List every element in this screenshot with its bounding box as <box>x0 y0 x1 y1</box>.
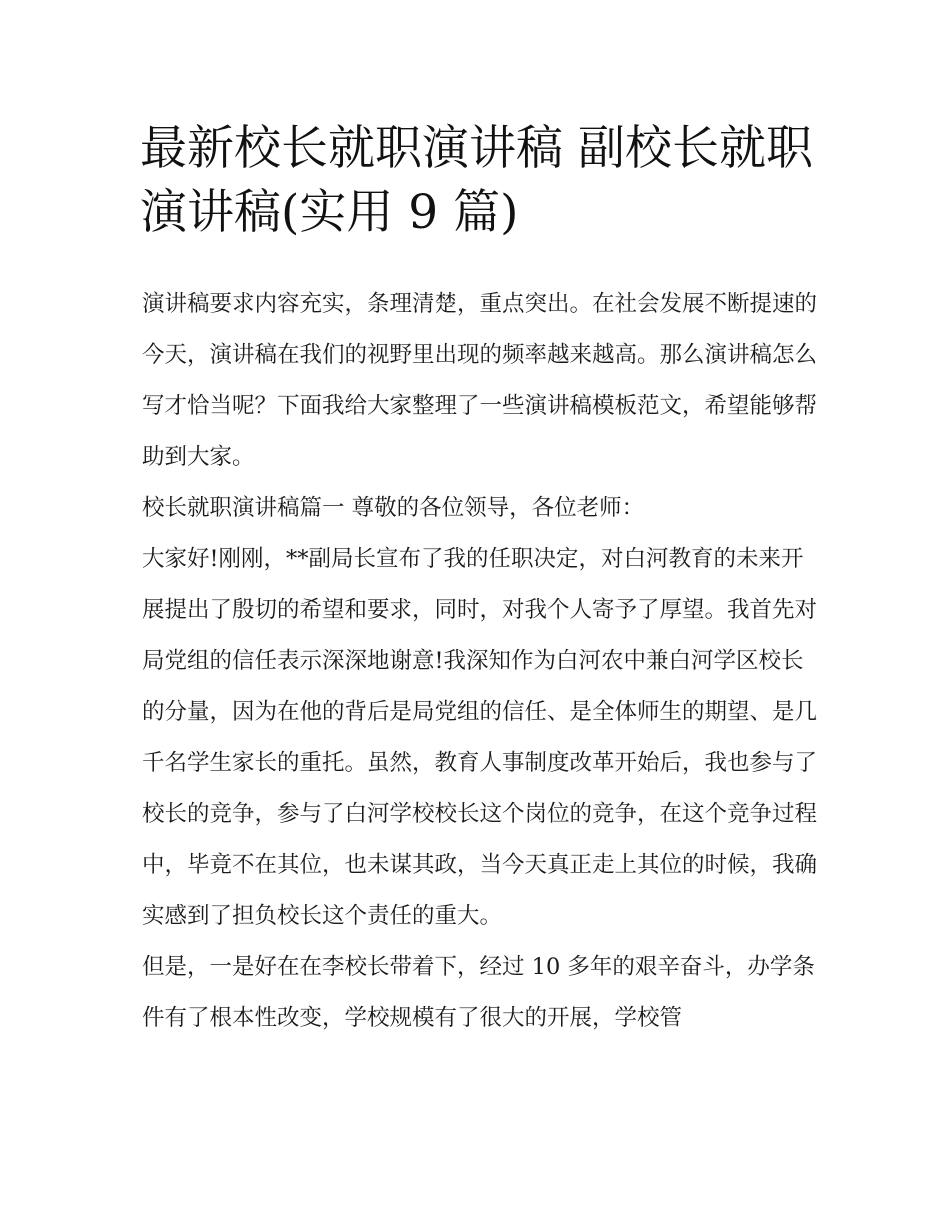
paragraph-greeting: 大家好!刚刚，**副局长宣布了我的任职决定，对白河教育的未来开展提出了殷切的希望和要求，同时，对我个人寄予了厚望。我首先对局党组的信任表示深深地谢意!我深知作为白河农中兼白河学区校长的分量，因为在他的背后是局党组的信任、是全体师生的期望、是几千名学生家长的重托。虽然，教育人事制度改革开始后，我也参与了校长的竞争，参与了白河学校校长这个岗位的竞争，在这个竞争过程中，毕竟不在其位，也未谋其政，当今天真正走上其位的时候，我确实感到了担负校长这个责任的重大。 <box>142 546 818 929</box>
paragraph-intro: 演讲稿要求内容充实，条理清楚，重点突出。在社会发展不断提速的今天，演讲稿在我们的视野里出现的频率越来越高。那么演讲稿怎么写才恰当呢？下面我给大家整理了一些演讲稿模板范文，希望能够帮助到大家。 <box>142 291 818 470</box>
document-body <box>142 279 822 1044</box>
document-title: 最新校长就职演讲稿 副校长就职演讲稿(实用 9 篇) <box>140 121 813 240</box>
paragraph-section-heading: 校长就职演讲稿篇一 尊敬的各位领导，各位老师： <box>142 495 645 521</box>
paragraph-continuation: 但是，一是好在在李校长带着下，经过 10 多年的艰辛奋斗，办学条件有了根本性改变，学校规模有了很大的开展，学校管 <box>142 954 815 1031</box>
